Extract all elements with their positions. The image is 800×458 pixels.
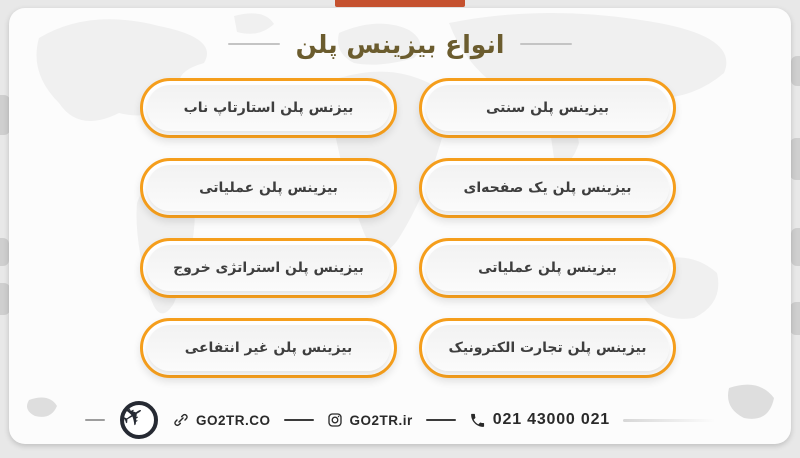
pill-label: بیزینس پلن غیر انتفاعی [147,325,390,371]
world-map-fragment [0,238,9,266]
footer-divider-left [85,419,105,421]
pill-label: بیزینس پلن سنتی [426,85,669,131]
page-title: انواع بیزینس پلن [295,29,505,59]
top-accent-bar [335,0,465,7]
phone-icon [469,412,486,429]
website-link[interactable] [173,412,271,428]
footer-dash-separator [426,419,456,422]
title-divider-right [520,43,572,46]
world-map-fragment [791,228,800,266]
pill-lean-startup-plan[interactable] [140,78,397,138]
footer-divider-right [623,419,715,422]
title-divider-left [228,43,280,46]
title-row [0,26,800,62]
pill-label: بیزنس پلن استارتاپ ناب [147,85,390,131]
phone-link[interactable] [469,411,610,429]
pill-label: بیزینس پلن یک صفحه‌ای [426,165,669,211]
go2tr-logo [115,397,160,441]
instagram-icon [327,412,343,428]
pill-one-page-plan[interactable] [419,158,676,218]
pill-nonprofit-plan[interactable] [140,318,397,378]
footer-dash-separator [284,419,314,422]
world-map-fragment [790,138,800,180]
pill-operational-plan[interactable] [140,158,397,218]
pill-ecommerce-plan[interactable] [419,318,676,378]
pill-label: بیزینس پلن تجارت الکترونیک [426,325,669,371]
instagram-link[interactable] [327,412,413,428]
pill-grid [140,78,676,378]
pill-exit-strategy-plan[interactable] [140,238,397,298]
pill-label: بیزینس پلن استراتژی خروج [147,245,390,291]
pill-operational-plan-2[interactable] [419,238,676,298]
pill-traditional-plan[interactable] [419,78,676,138]
phone-number: 021 43000 021 [492,411,610,428]
plane-icon: ✈ [115,397,152,436]
world-map-fragment [790,302,800,335]
instagram-text: GO2TR.ir [349,412,413,428]
link-icon [173,412,189,428]
footer [0,396,800,444]
pill-label: بیزینس پلن عملیاتی [147,165,390,211]
pill-label: بیزینس پلن عملیاتی [426,245,669,291]
website-text: GO2TR.CO [196,412,271,428]
